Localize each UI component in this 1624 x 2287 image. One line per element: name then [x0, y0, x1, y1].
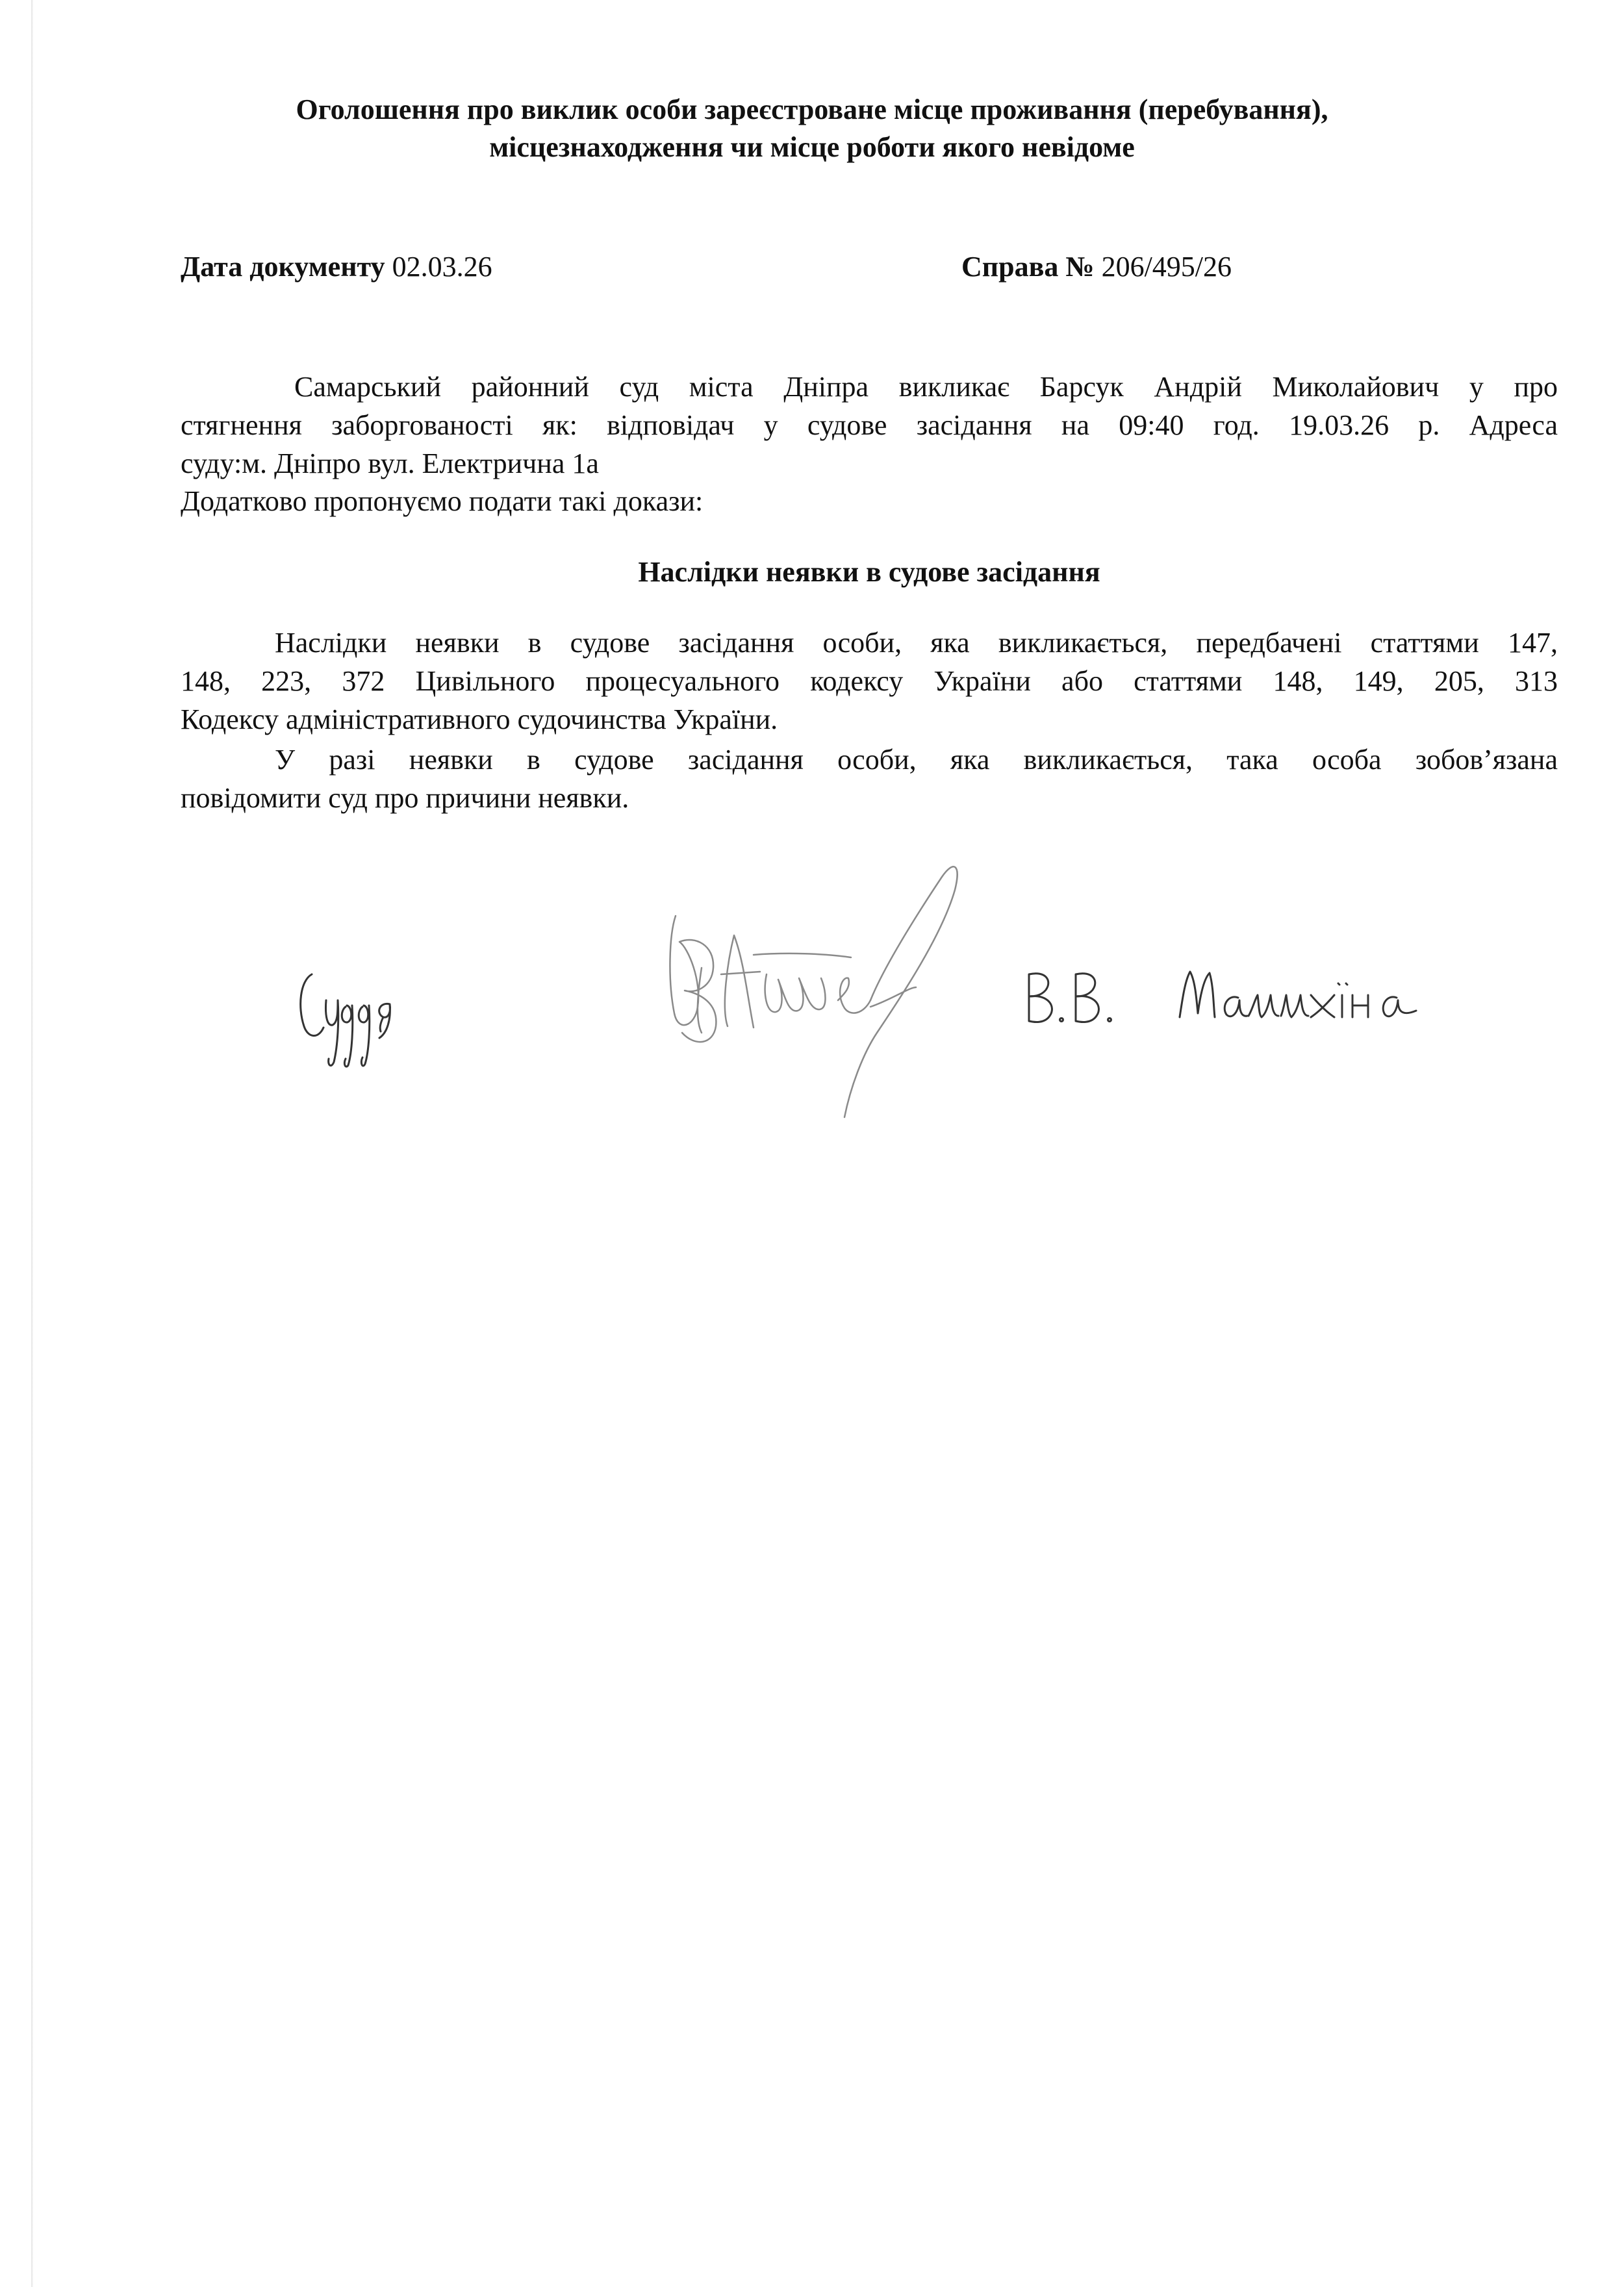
- notice-paragraph: [181, 740, 1558, 817]
- summons-paragraph: [181, 368, 1558, 483]
- notice-line-1: У разі неявки в судове засідання особи, яка викликається, така особа зобов’язана: [275, 744, 1558, 776]
- title-line-2: місцезнаходження чи місце роботи якого невідоме: [489, 131, 1135, 163]
- date-label: Дата документу: [181, 251, 385, 283]
- title-line-1: Оголошення про виклик особи зареєстроване місце проживання (перебування),: [296, 94, 1328, 125]
- document-title: [130, 91, 1494, 166]
- consequences-line-2: 148, 223, 372 Цивільного процесуального кодексу України або статтями 148, 149, 205, 313: [181, 665, 1558, 697]
- case-value: 206/495/26: [1101, 251, 1232, 283]
- handwritten-surname: [1176, 955, 1423, 1039]
- evidence-request: Додатково пропонуємо подати такі докази:: [181, 485, 704, 517]
- notice-line-2: повідомити суд про причини неявки.: [181, 782, 629, 814]
- judge-signature: [656, 838, 994, 1124]
- handwritten-initials: [1020, 961, 1130, 1039]
- case-label: Справа №: [961, 251, 1095, 283]
- case-number: [961, 248, 1232, 286]
- summons-line-2: стягнення заборгованості як: відповідач у судове засідання на 09:40 год. 19.03.26 р. Адреса: [181, 409, 1558, 441]
- consequences-line-3: Кодексу адміністративного судочинства України.: [181, 703, 778, 735]
- handwritten-judge-word: [292, 955, 403, 1072]
- summons-line-3: суду:м. Дніпро вул. Електрична 1а: [181, 448, 599, 479]
- consequences-line-1: Наслідки неявки в судове засідання особи, яка викликається, передбачені статтями 147,: [275, 627, 1558, 659]
- consequences-heading: Наслідки неявки в судове засідання: [638, 556, 1100, 588]
- document-date: [181, 248, 492, 286]
- summons-line-1: Самарський районний суд міста Дніпра викликає Барсук Андрій Миколайович у про: [294, 371, 1558, 403]
- scan-edge: [31, 0, 33, 2287]
- consequences-paragraph: [181, 624, 1558, 739]
- date-value: 02.03.26: [392, 251, 492, 283]
